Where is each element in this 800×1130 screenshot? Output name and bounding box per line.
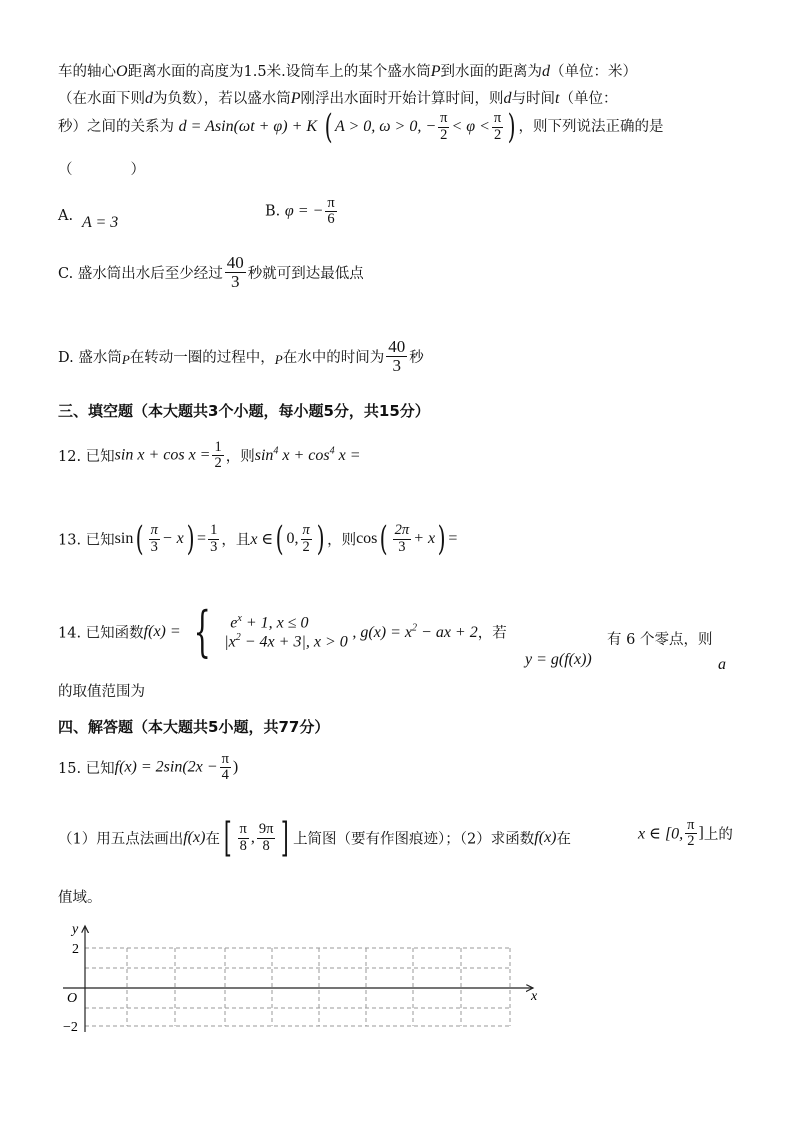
piecewise-cases: $e^x + 1$, x ≤ 0 $|x^2 - 4x + 3|$, x > 0 — [224, 612, 348, 651]
q12: 12. 已知sin x + cos x = $\frac{1}{2}$ ，则$\sin^4 x + \cos^4 x$ = — [58, 439, 361, 472]
q11-line1: 车的轴心O距离水面的高度为1.5米.设筒车上的某个盛水筒P到水面的距离为d（单位：米） — [58, 63, 638, 80]
q15-line3: 值域。 — [58, 890, 102, 906]
x-axis-label: x — [531, 989, 538, 1004]
q14-y: y = g(f(x)) — [525, 651, 592, 668]
q11-option-a-math: A = 3 — [82, 214, 119, 231]
q14-line2: 的取值范围为 — [58, 684, 145, 700]
tick-neg: −2 — [63, 1020, 78, 1035]
frac-pi-2: $\frac{\pi}{2}$ — [440, 110, 448, 143]
section3-title: 三、填空题（本大题共3个小题，每小题5分，共15分） — [58, 402, 430, 420]
q11-option-b: B. φ = − $\frac{\pi}{6}$ — [265, 195, 335, 228]
q15-interval: x ∈ [0, $\frac{\pi}{2}$ ]上的 — [638, 817, 733, 850]
frac-pi-2b: $\frac{\pi}{2}$ — [493, 110, 502, 143]
graph-grid — [55, 920, 555, 1040]
q11-paren: （ ） — [58, 162, 145, 178]
q14: 14. 已知函数f(x) = { $e^x + 1$, x ≤ 0 $|x^2 - 4x + 3|$, x > 0 , $g(x) = x^2$ − ax + 2，若 — [58, 600, 507, 663]
q11-option-a: A. — [58, 208, 74, 224]
origin-label: O — [67, 991, 78, 1006]
q11-option-d: D. 盛水筒$_P$在转动一圈的过程中，$_P$在水中的时间为 $\frac{40}{3}$ 秒 — [58, 337, 424, 375]
q15: 15. 已知f(x) = 2sin(2x − $\frac{\pi}{4}$ ) — [58, 751, 239, 784]
grid-lines — [85, 948, 510, 1026]
section4-title: 四、解答题（本大题共5小题，共77分） — [58, 718, 330, 736]
q11-option-c: C. 盛水筒出水后至少经过 $\frac{40}{3}$ 秒就可到达最低点 — [58, 253, 364, 291]
q14-a: a — [718, 656, 726, 673]
y-axis-label: y — [72, 922, 79, 937]
q11-line2: （在水面下则d为负数），若以盛水筒P刚浮出水面时开始计算时间，则d与时间t（单位： — [58, 90, 618, 107]
q11-line3: 秒）之间的关系为 d = Asin(ωt + φ) + K ( A > 0, ω > 0, − $\frac{\pi}{2}$ < φ < $\frac{\pi}{2}$ ) ，则下列说法正确的是 — [58, 107, 664, 147]
q15-parts: （1）用五点法画出f(x)在[ $\frac{\pi}{8}$ , $\frac{9\pi}{8}$ ] 上简图（要有作图痕迹）；（2）求函数f(x)在 — [58, 815, 571, 861]
tick-pos: 2 — [72, 942, 79, 957]
q13: 13. 已知sin( $\frac{\pi}{3}$ − x) = $\frac{1}{3}$ ，且x ∈( 0, $\frac{\pi}{2}$ ) ，则cos( $\frac{2\pi}{3}$ + x) = — [58, 519, 458, 559]
q14-zeros: 有 6 个零点，则 — [607, 632, 713, 648]
